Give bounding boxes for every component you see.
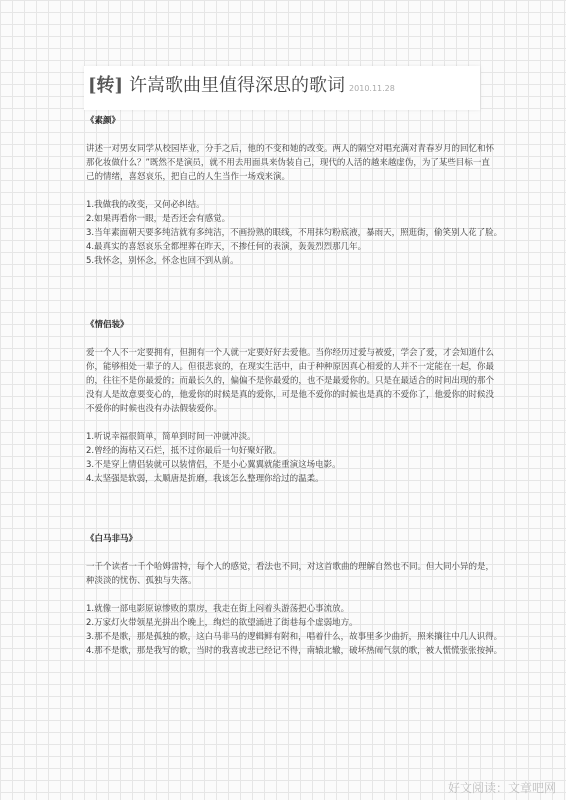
paragraph-line: 的，往往不是你最爱的；而最长久的，偏偏不是你最爱的，也不是最爱你的。只是在最适合的时间出现的那个: [86, 376, 495, 386]
lyric-item: 4.那不是歌，那是我写的歌，当时的我喜或悲已经记不得，南辕北辙，破坏热闹气氛的歌，被人慌慌张张按掉。: [86, 646, 503, 656]
site-watermark: 好文阅读：文章吧网: [447, 781, 556, 795]
lyric-item: 2.万家灯火带领星光拼出个晚上，绚烂的欲望涌进了街巷每个虚弱地方。: [86, 618, 358, 628]
lyric-item: 3.当年素面朝天要多纯洁就有多纯洁，不画扮熟的眼线，不用抹匀粉底液，暴雨天，照逛街，偷笑别人花了脸。: [86, 228, 503, 238]
paragraph-line: 不爱你的时候也没有办法假装爱你。: [86, 404, 223, 414]
article-date: 2010.11.28: [349, 84, 395, 93]
lyric-item: 3.那不是歌，那是孤独的歌，这白马非马的逻辑鲜有附和，唱着什么，故事里多少曲折，照来攘往中几人识得。: [86, 632, 503, 642]
lyric-item: 3.不是穿上情侣装就可以装情侣，不是小心翼翼就能重演这场电影。: [86, 460, 341, 470]
paragraph-line: 种淡淡的忧伤、孤独与失落。: [86, 576, 197, 586]
section-baimafeima: [86, 532, 566, 658]
paragraph-line: 讲述一对男女同学从校园毕业，分手之后，他的不变和她的改变。两人的隔空对唱充满对青春岁月的回忆和怀: [86, 144, 495, 154]
title-prefix: [转]: [88, 75, 124, 96]
paragraph-line: 一千个读者一千个哈姆雷特，每个人的感觉，看法也不同，对这首歌曲的理解自然也不同。但大同小异的是，: [86, 562, 495, 572]
lyric-item: 1.就像一部电影原谅惨败的票房，我走在街上闷着头游荡把心事流放。: [86, 604, 350, 614]
paragraph-line: 没有人是故意要变心的，他爱你的时候是真的爱你，可是他不爱你的时候也是真的不爱你了，他爱你的时候没: [86, 390, 495, 400]
lyric-item: 2.曾经的海枯又石烂，抵不过你最后一句好聚好散。: [86, 446, 282, 456]
lyric-item: 1.我做我的改变，又何必纠结。: [86, 200, 205, 210]
lyric-item: 4.太坚强是软弱，太顺唐是折磨，我该怎么整理你给过的温柔。: [86, 474, 324, 484]
section-heading: 《白马非马》: [86, 534, 138, 544]
lyric-item: 2.如果再看你一眼，是否还会有感觉。: [86, 214, 231, 224]
lyric-item: 5.我怀念，别怀念，怀念也回不到从前。: [86, 256, 239, 266]
paragraph-line: 己的情绪，喜怒哀乐，把自己的人生当作一场戏来演。: [86, 172, 291, 182]
lyric-item: 1.听说幸福很简单，简单到时间一冲就冲淡。: [86, 432, 256, 442]
article-title-line: [88, 71, 395, 97]
paragraph-line: 爱一个人不一定要拥有，但拥有一个人就一定要好好去爱他。当你经历过爱与被爱，学会了爱，才会知道什么: [86, 348, 495, 358]
paragraph-line: 那化妆做什么？”既然不是演员，就不用去用面具来伪装自己，现代的人活的越来越虚伪，为了某些目标一直: [86, 158, 490, 168]
article-content: [86, 110, 566, 658]
section-qinglvzhuang: [86, 318, 566, 486]
article-title: 许嵩歌曲里值得深思的歌词: [129, 75, 346, 96]
section-heading: 《素颜》: [86, 116, 121, 126]
section-suyan: [86, 114, 566, 268]
lyric-item: 4.最真实的喜怒哀乐全都埋葬在昨天，不掺任何的表演，轰轰烈烈那几年。: [86, 242, 367, 252]
paragraph-line: 你，能够相处一辈子的人。但很悲哀的，在现实生活中，由于种种原因真心相爱的人并不一定能在一起，你最: [86, 362, 495, 372]
section-heading: 《情侣装》: [86, 320, 129, 330]
